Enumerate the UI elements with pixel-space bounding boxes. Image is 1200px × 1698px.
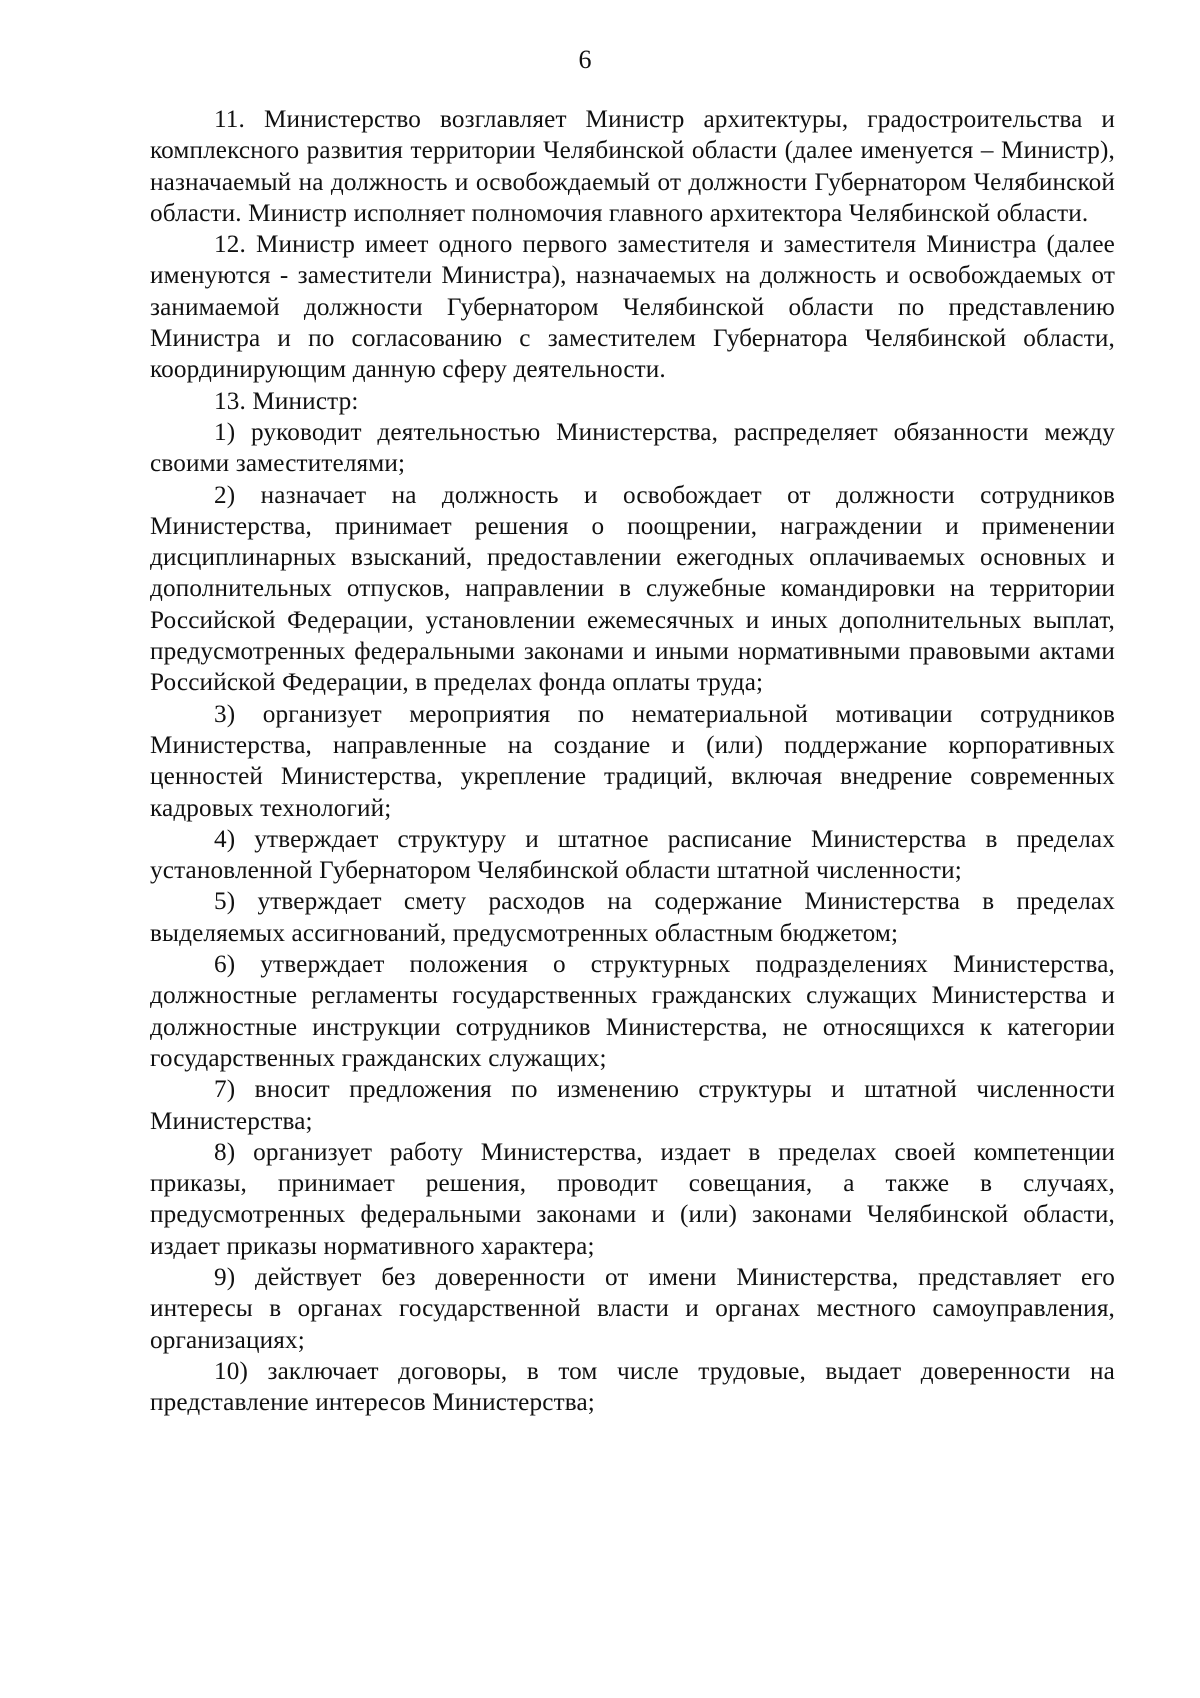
- list-item-10: 10) заключает договоры, в том числе трудовые, выдает доверенности на представление интересов Министерства;: [150, 1357, 1115, 1417]
- paragraph-12: 12. Министр имеет одного первого заместителя и заместителя Министра (далее именуются - заместители Министра), назначаемых на должность и освобождаемых от занимаемой должности Губернатором Челябинской области по представлению Министра и по согласованию с заместителем Губернатора Челябинской области, координирующим данную сферу деятельности.: [150, 231, 1115, 384]
- paragraph-11: 11. Министерство возглавляет Министр архитектуры, градостроительства и комплексного развития территории Челябинской области (далее именуется – Министр), назначаемый на должность и освобождаемый от должности Губернатором Челябинской области. Министр исполняет полномочия главного архитектора Челябинской области.: [150, 106, 1115, 227]
- list-item-2: 2) назначает на должность и освобождает от должности сотрудников Министерства, принимает решения о поощрении, награждении и применении дисциплинарных взысканий, предоставлении ежегодных оплачиваемых основных и дополнительных отпусков, направлении в служебные командировки на территории Российской Федерации, установлении ежемесячных и иных дополнительных выплат, предусмотренных федеральными законами и иными нормативными правовыми актами Российской Федерации, в пределах фонда оплаты труда;: [150, 481, 1115, 697]
- list-item-9: 9) действует без доверенности от имени Министерства, представляет его интересы в органах государственной власти и органах местного самоуправления, организациях;: [150, 1263, 1115, 1354]
- list-item-3: 3) организует мероприятия по нематериальной мотивации сотрудников Министерства, направленные на создание и (или) поддержание корпоративных ценностей Министерства, укрепление традиций, включая внедрение современных кадровых технологий;: [150, 700, 1115, 822]
- list-item-1: 1) руководит деятельностью Министерства, распределяет обязанности между своими заместителями;: [150, 418, 1115, 478]
- list-item-7: 7) вносит предложения по изменению структуры и штатной численности Министерства;: [150, 1076, 1115, 1135]
- list-item-4: 4) утверждает структуру и штатное расписание Министерства в пределах установленной Губернатором Челябинской области штатной численности;: [150, 825, 1115, 885]
- list-item-8: 8) организует работу Министерства, издает в пределах своей компетенции приказы, принимает решения, проводит совещания, а также в случаях, предусмотренных федеральными законами и (или) законами Челябинской области, издает приказы нормативного характера;: [150, 1138, 1115, 1260]
- document-body: [150, 104, 1115, 1418]
- page-number: 6: [578, 45, 592, 74]
- list-item-5: 5) утверждает смету расходов на содержание Министерства в пределах выделяемых ассигнований, предусмотренных областным бюджетом;: [150, 888, 1115, 947]
- paragraph-13: 13. Министр:: [214, 387, 359, 415]
- list-item-6: 6) утверждает положения о структурных подразделениях Министерства, должностные регламенты государственных гражданских служащих Министерства и должностные инструкции сотрудников Министерства, не относящихся к категории государственных гражданских служащих;: [150, 951, 1115, 1072]
